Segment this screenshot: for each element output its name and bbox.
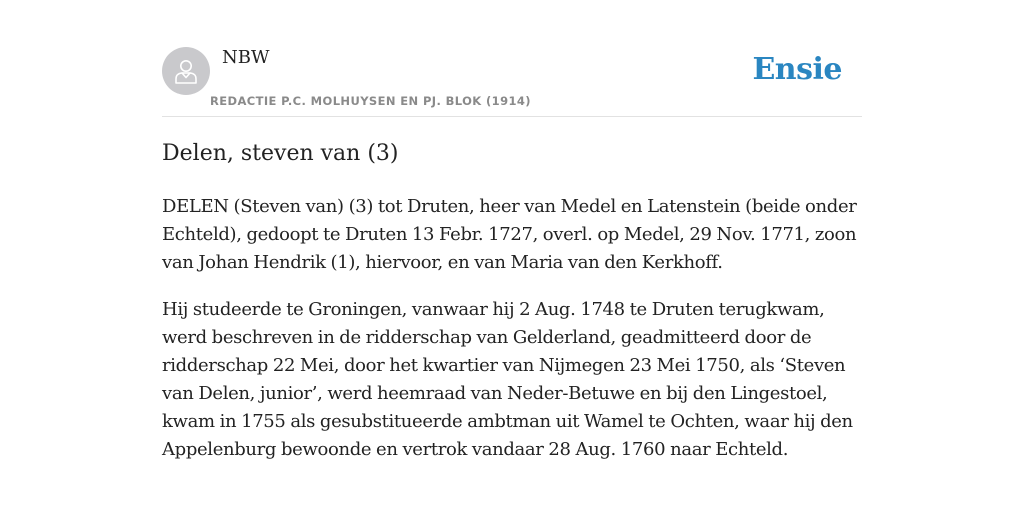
article-header (162, 46, 862, 117)
paragraph: Hij studeerde te Groningen, vanwaar hij 2 Aug. 1748 te Druten terugkwam, werd beschreven in de ridderschap van Gelderland, geadmitteerd door de ridderschap 22 Mei, door het kwartier van Nijmegen 23 Mei 1750, als ‘Steven van Delen, junior’, werd heemraad van Neder-Betuwe en bij den Lingestoel, kwam in 1755 als gesubstitueerde ambtman uit Wamel te Ochten, waar hij den Appelenburg bewoonde en vertrok vandaar 28 Aug. 1760 naar Echteld. (162, 299, 853, 460)
paragraph: DELEN (Steven van) (3) tot Druten, heer van Medel en Latenstein (beide onder Echteld), gedoopt te Druten 13 Febr. 1727, overl. op Medel, 29 Nov. 1771, zoon van Johan Hendrik (1), hiervoor, en van Maria van den Kerkhoff. (162, 196, 857, 273)
avatar[interactable] (162, 47, 210, 95)
user-silhouette-icon (173, 57, 199, 85)
ensie-logo[interactable]: Ensie (752, 52, 842, 87)
page-title: Delen, steven van (3) (162, 141, 399, 166)
author-name[interactable]: NBW (222, 47, 270, 68)
author-subtitle: REDACTIE P.C. MOLHUYSEN EN PJ. BLOK (1914) (210, 94, 531, 108)
article-body (162, 193, 872, 483)
